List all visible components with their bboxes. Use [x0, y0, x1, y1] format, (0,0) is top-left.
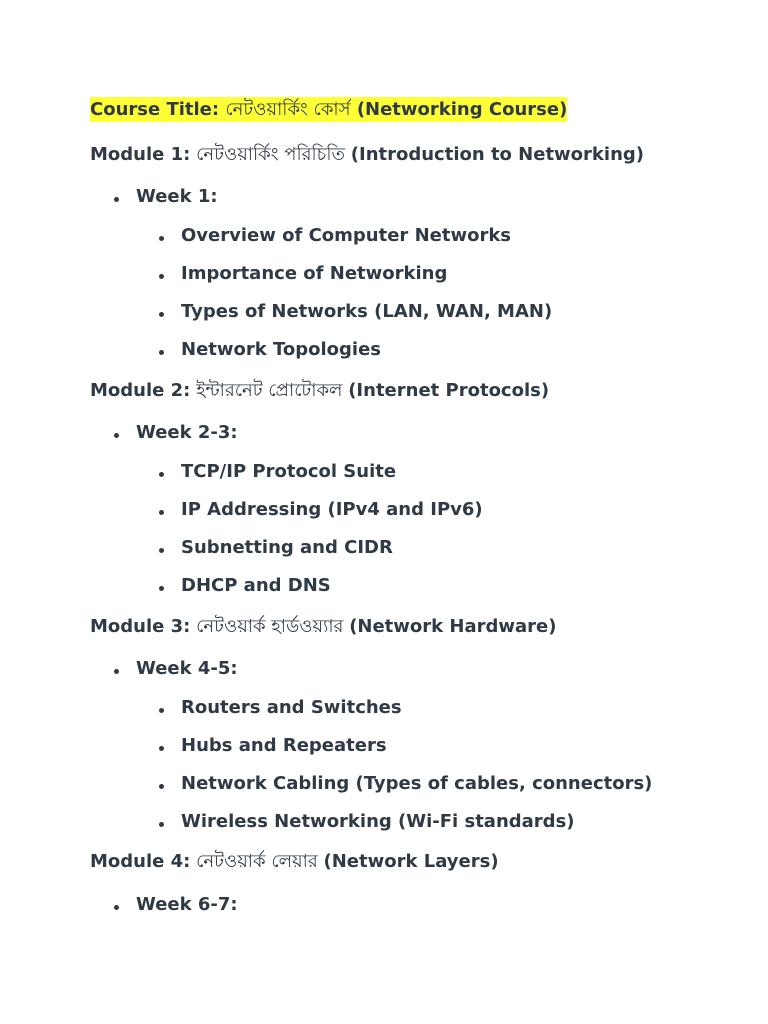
bullet-icon: [159, 784, 164, 789]
topic-item: Importance of Networking: [181, 263, 448, 284]
bullet-icon: [159, 510, 164, 515]
topic-item: Overview of Computer Networks: [181, 225, 512, 246]
module-bengali-title: নেটওয়ার্ক লেয়ার: [196, 851, 318, 872]
module-heading: [90, 614, 556, 640]
bullet-icon: [114, 197, 119, 202]
course-title-bengali: নেটওয়ার্কিং কোর্স: [225, 99, 351, 120]
module-english-title: (Network Layers): [323, 851, 499, 872]
week-label: Week 1:: [136, 186, 218, 207]
module-heading: [90, 142, 644, 168]
module-label: Module 4:: [90, 851, 191, 872]
module-bengali-title: ইন্টারনেট প্রোটোকল: [196, 380, 343, 401]
module-heading: [90, 849, 499, 875]
topic-item: IP Addressing (IPv4 and IPv6): [181, 499, 483, 520]
week-label: Week 4-5:: [136, 658, 238, 679]
bullet-icon: [159, 350, 164, 355]
module-heading: [90, 378, 549, 404]
topic-item: Network Cabling (Types of cables, connectors): [181, 773, 653, 794]
topic-item: TCP/IP Protocol Suite: [181, 461, 397, 482]
bullet-icon: [114, 433, 119, 438]
topic-item: DHCP and DNS: [181, 575, 331, 596]
course-title-label: Course Title:: [90, 99, 220, 120]
module-label: Module 2:: [90, 380, 191, 401]
module-label: Module 3:: [90, 616, 191, 637]
topic-item: Subnetting and CIDR: [181, 537, 393, 558]
topic-item: Network Topologies: [181, 339, 382, 360]
module-english-title: (Introduction to Networking): [350, 144, 644, 165]
topic-item: Wireless Networking (Wi-Fi standards): [181, 811, 575, 832]
topic-item: Hubs and Repeaters: [181, 735, 387, 756]
bullet-icon: [159, 274, 164, 279]
bullet-icon: [159, 708, 164, 713]
course-title-english: (Networking Course): [356, 99, 568, 120]
module-label: Module 1:: [90, 144, 191, 165]
bullet-icon: [159, 822, 164, 827]
module-english-title: (Internet Protocols): [348, 380, 550, 401]
module-bengali-title: নেটওয়ার্কিং পরিচিতি: [196, 144, 346, 165]
topic-item: Routers and Switches: [181, 697, 402, 718]
module-english-title: (Network Hardware): [349, 616, 557, 637]
topic-item: Types of Networks (LAN, WAN, MAN): [181, 301, 553, 322]
bullet-icon: [159, 236, 164, 241]
bullet-icon: [159, 312, 164, 317]
bullet-icon: [159, 746, 164, 751]
bullet-icon: [114, 669, 119, 674]
week-label: Week 2-3:: [136, 422, 238, 443]
week-label: Week 6-7:: [136, 894, 238, 915]
bullet-icon: [159, 586, 164, 591]
module-bengali-title: নেটওয়ার্ক হার্ডওয়্যার: [196, 616, 344, 637]
bullet-icon: [159, 472, 164, 477]
bullet-icon: [159, 548, 164, 553]
bullet-icon: [114, 905, 119, 910]
course-title: [90, 97, 567, 123]
